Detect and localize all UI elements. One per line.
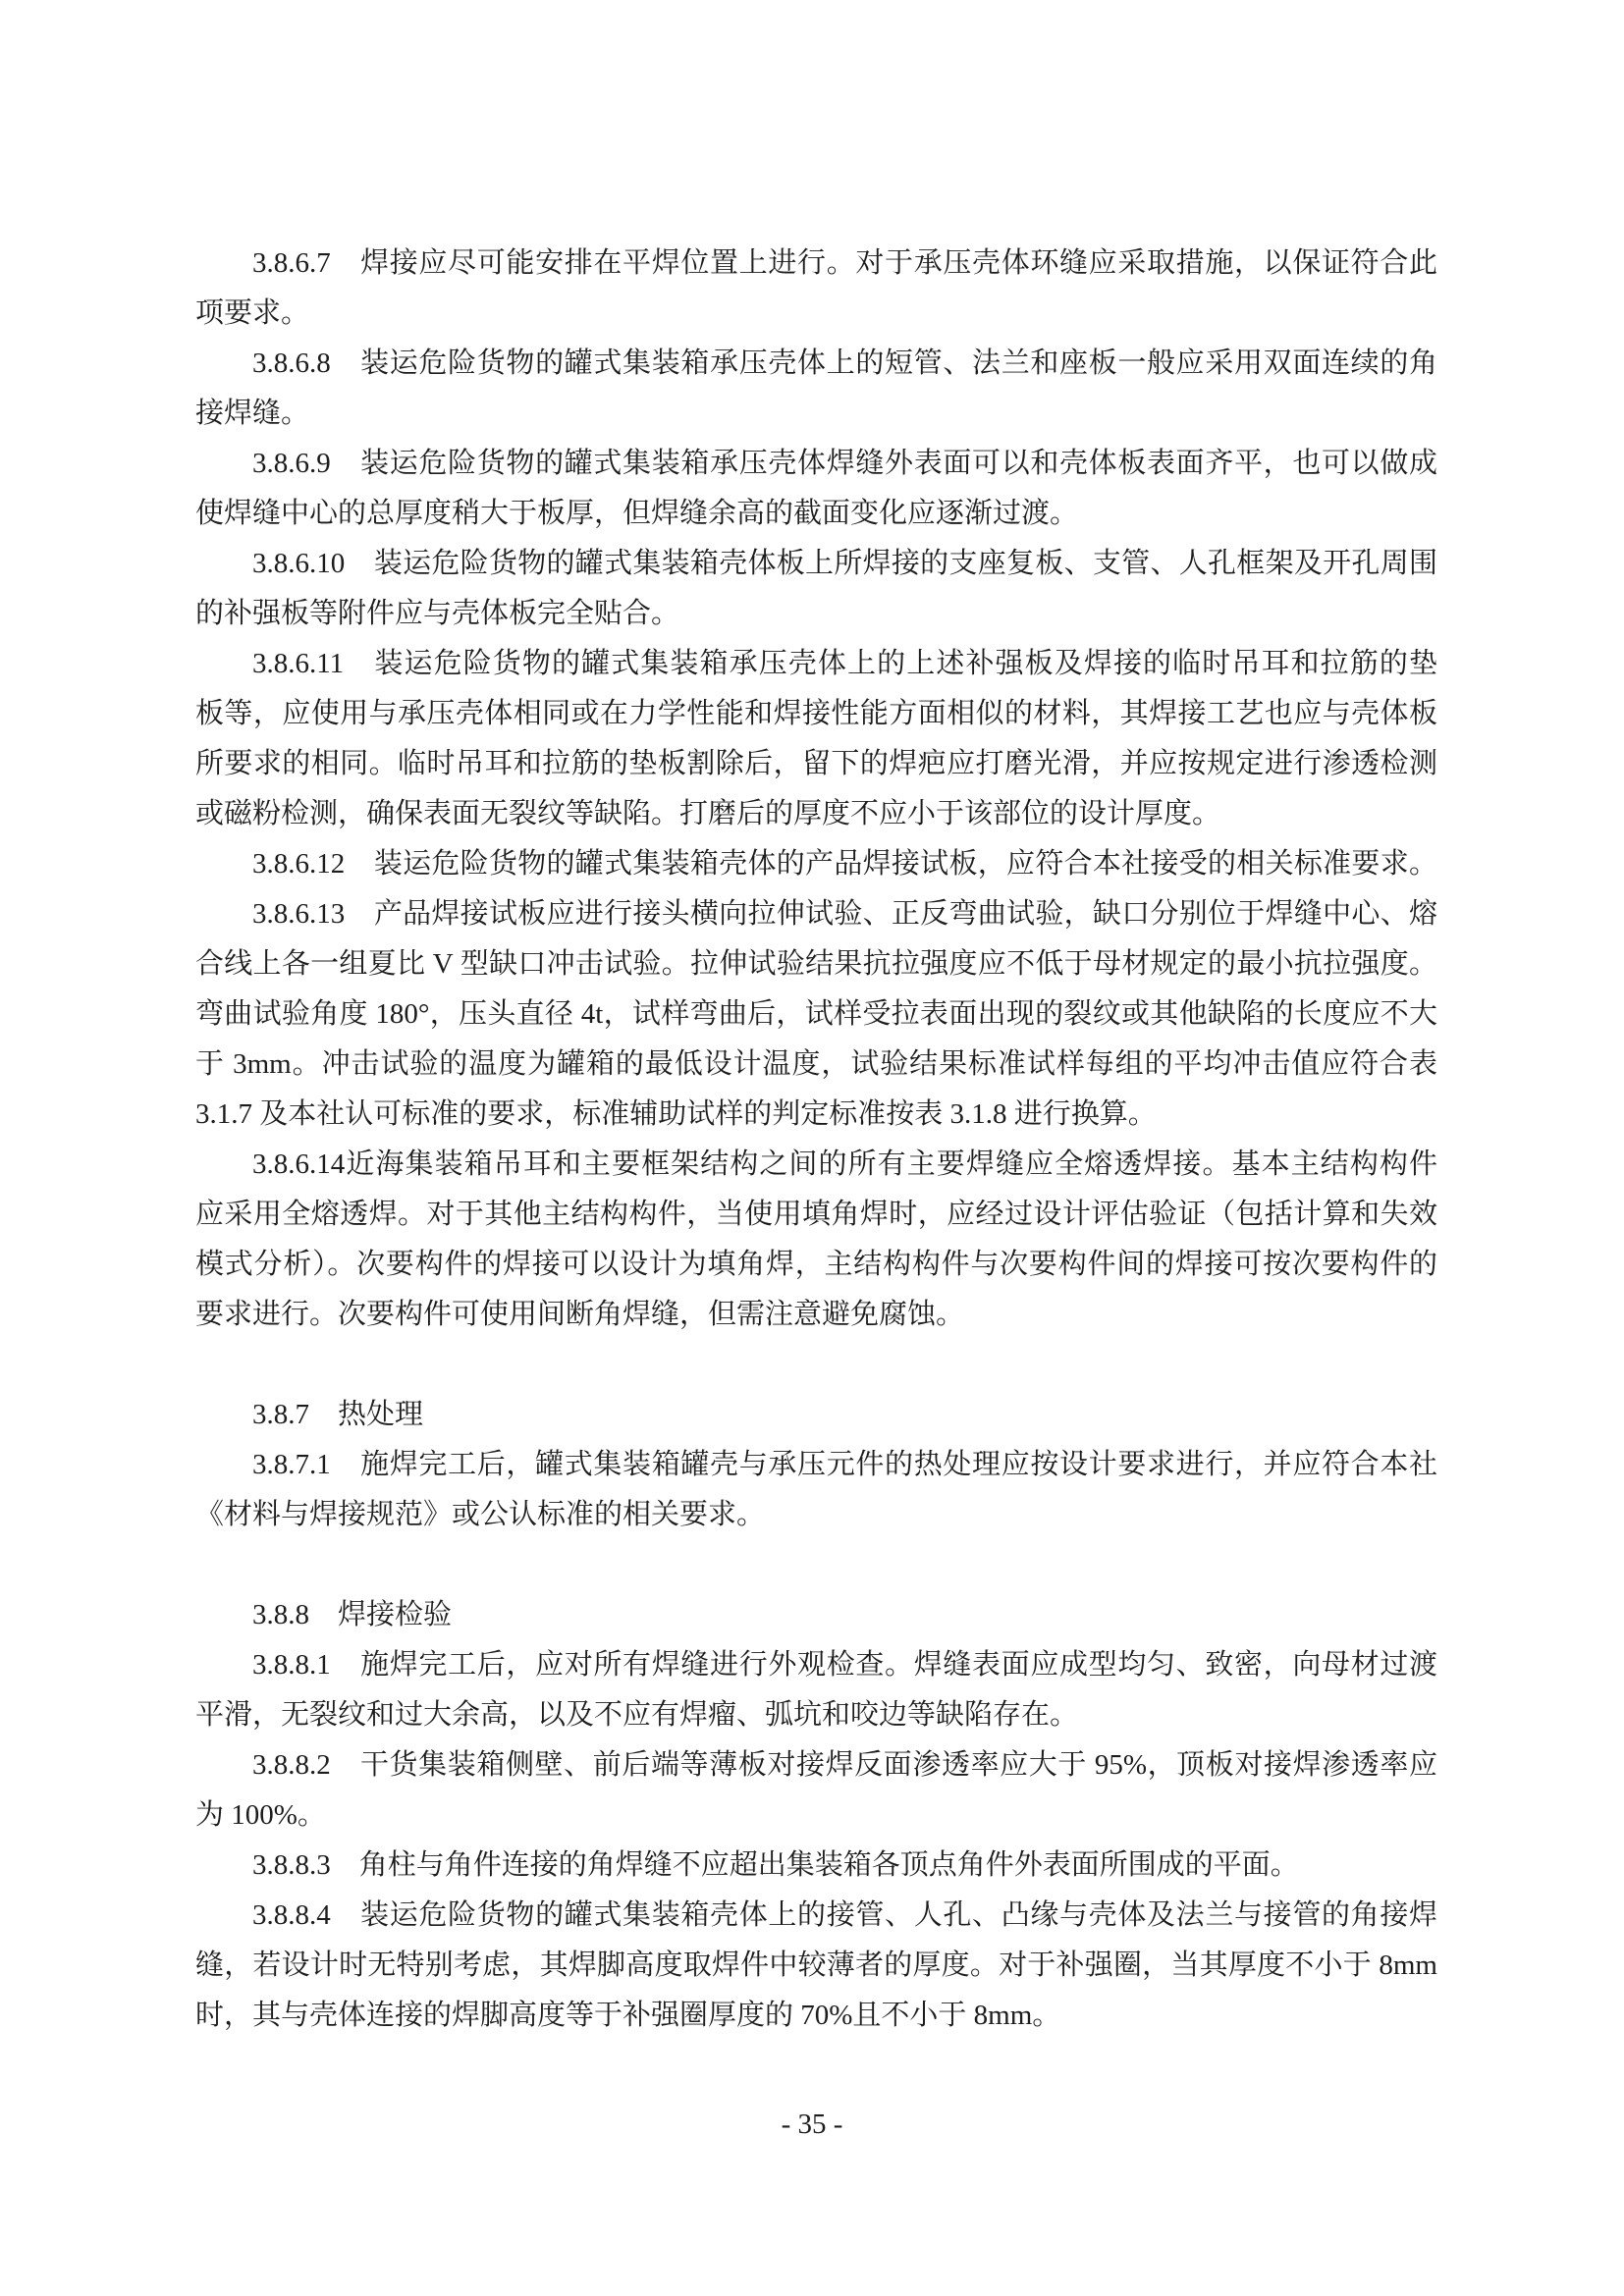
text-line: 应采用全熔透焊。对于其他主结构构件，当使用填角焊时，应经过设计评估验证（包括计算和失效 [195,1199,1437,1230]
text-line: 为 100%。 [195,1799,326,1831]
clause-3-8-6-13-line: 3.8.6.13 产品焊接试板应进行接头横向拉伸试验、正反弯曲试验，缺口分别位于焊缝中心、熔 [252,898,1437,930]
blank-line [195,1340,1437,1390]
text-line: 使焊缝中心的总厚度稍大于板厚，但焊缝余高的截面变化应逐渐过渡。 [195,498,1079,529]
text-line: 缝，若设计时无特别考虑，其焊脚高度取焊件中较薄者的厚度。对于补强圈，当其厚度不小于 8mm [195,1949,1437,1981]
clause-3-8-6-7-line: 3.8.6.7 焊接应尽可能安排在平焊位置上进行。对于承压壳体环缝应采取措施，以保证符合此 [252,247,1437,279]
clause-3-8-6-8-line: 3.8.6.8 装运危险货物的罐式集装箱承压壳体上的短管、法兰和座板一般应采用双面连续的角 [252,347,1437,379]
clause-3-8-6-9-line: 3.8.6.9 装运危险货物的罐式集装箱承压壳体焊缝外表面可以和壳体板表面齐平，也可以做成 [252,448,1437,479]
text-line: 的补强板等附件应与壳体板完全贴合。 [195,598,680,629]
text-line: 平滑，无裂纹和过大余高，以及不应有焊瘤、弧坑和咬边等缺陷存在。 [195,1699,1079,1731]
text-line: 于 3mm。冲击试验的温度为罐箱的最低设计温度，试验结果标准试样每组的平均冲击值应符合表 [195,1048,1437,1080]
clause-3-8-8-3-line: 3.8.8.3 角柱与角件连接的角焊缝不应超出集装箱各顶点角件外表面所围成的平面。 [252,1849,1299,1881]
clause-3-8-6-14-line: 3.8.6.14近海集装箱吊耳和主要框架结构之间的所有主要焊缝应全熔透焊接。基本主结构构件 [252,1148,1437,1180]
clause-3-8-6-11-line: 3.8.6.11 装运危险货物的罐式集装箱承压壳体上的上述补强板及焊接的临时吊耳和拉筋的垫 [252,648,1437,679]
text-line: 要求进行。次要构件可使用间断角焊缝，但需注意避免腐蚀。 [195,1299,965,1330]
text-line: 板等，应使用与承压壳体相同或在力学性能和焊接性能方面相似的材料，其焊接工艺也应与壳体板 [195,698,1437,729]
clause-3-8-8-2-line: 3.8.8.2 干货集装箱侧壁、前后端等薄板对接焊反面渗透率应大于 95%，顶板对接焊渗透率应 [252,1749,1437,1781]
text-line: 时，其与壳体连接的焊脚高度等于补强圈厚度的 70%且不小于 8mm。 [195,2000,1061,2031]
text-line: 接焊缝。 [195,398,310,429]
blank-line [195,1540,1437,1590]
clause-3-8-8-4-line: 3.8.8.4 装运危险货物的罐式集装箱壳体上的接管、人孔、凸缘与壳体及法兰与接管的角接焊 [252,1899,1437,1931]
clause-3-8-7-1-line: 3.8.7.1 施焊完工后，罐式集装箱罐壳与承压元件的热处理应按设计要求进行，并应符合本社 [252,1449,1437,1480]
text-line: 所要求的相同。临时吊耳和拉筋的垫板割除后，留下的焊疤应打磨光滑，并应按规定进行渗透检测 [195,748,1437,779]
text-line: 或磁粉检测，确保表面无裂纹等缺陷。打磨后的厚度不应小于该部位的设计厚度。 [195,798,1221,829]
clause-3-8-6-12-line: 3.8.6.12 装运危险货物的罐式集装箱壳体的产品焊接试板，应符合本社接受的相关标准要求。 [252,848,1437,880]
page-number: - 35 - [781,2109,843,2140]
section-heading-3-8-7: 3.8.7 热处理 [252,1399,424,1430]
text-line: 项要求。 [195,297,310,329]
text-line: 合线上各一组夏比 V 型缺口冲击试验。拉伸试验结果抗拉强度应不低于母材规定的最小抗拉强度。 [195,948,1437,980]
text-line: 3.1.7 及本社认可标准的要求，标准辅助试样的判定标准按表 3.1.8 进行换算。 [195,1098,1157,1130]
page-body-text [195,239,1437,2041]
text-line: 弯曲试验角度 180°，压头直径 4t，试样弯曲后，试样受拉表面出现的裂纹或其他缺陷的长度应不大 [195,998,1437,1030]
clause-3-8-8-1-line: 3.8.8.1 施焊完工后，应对所有焊缝进行外观检查。焊缝表面应成型均匀、致密，向母材过渡 [252,1649,1437,1681]
text-line: 模式分析）。次要构件的焊接可以设计为填角焊，主结构构件与次要构件间的焊接可按次要构件的 [195,1249,1437,1280]
section-heading-3-8-8: 3.8.8 焊接检验 [252,1599,453,1630]
clause-3-8-6-10-line: 3.8.6.10 装运危险货物的罐式集装箱壳体板上所焊接的支座复板、支管、人孔框架及开孔周围 [252,548,1437,579]
text-line: 《材料与焊接规范》或公认标准的相关要求。 [195,1499,766,1530]
